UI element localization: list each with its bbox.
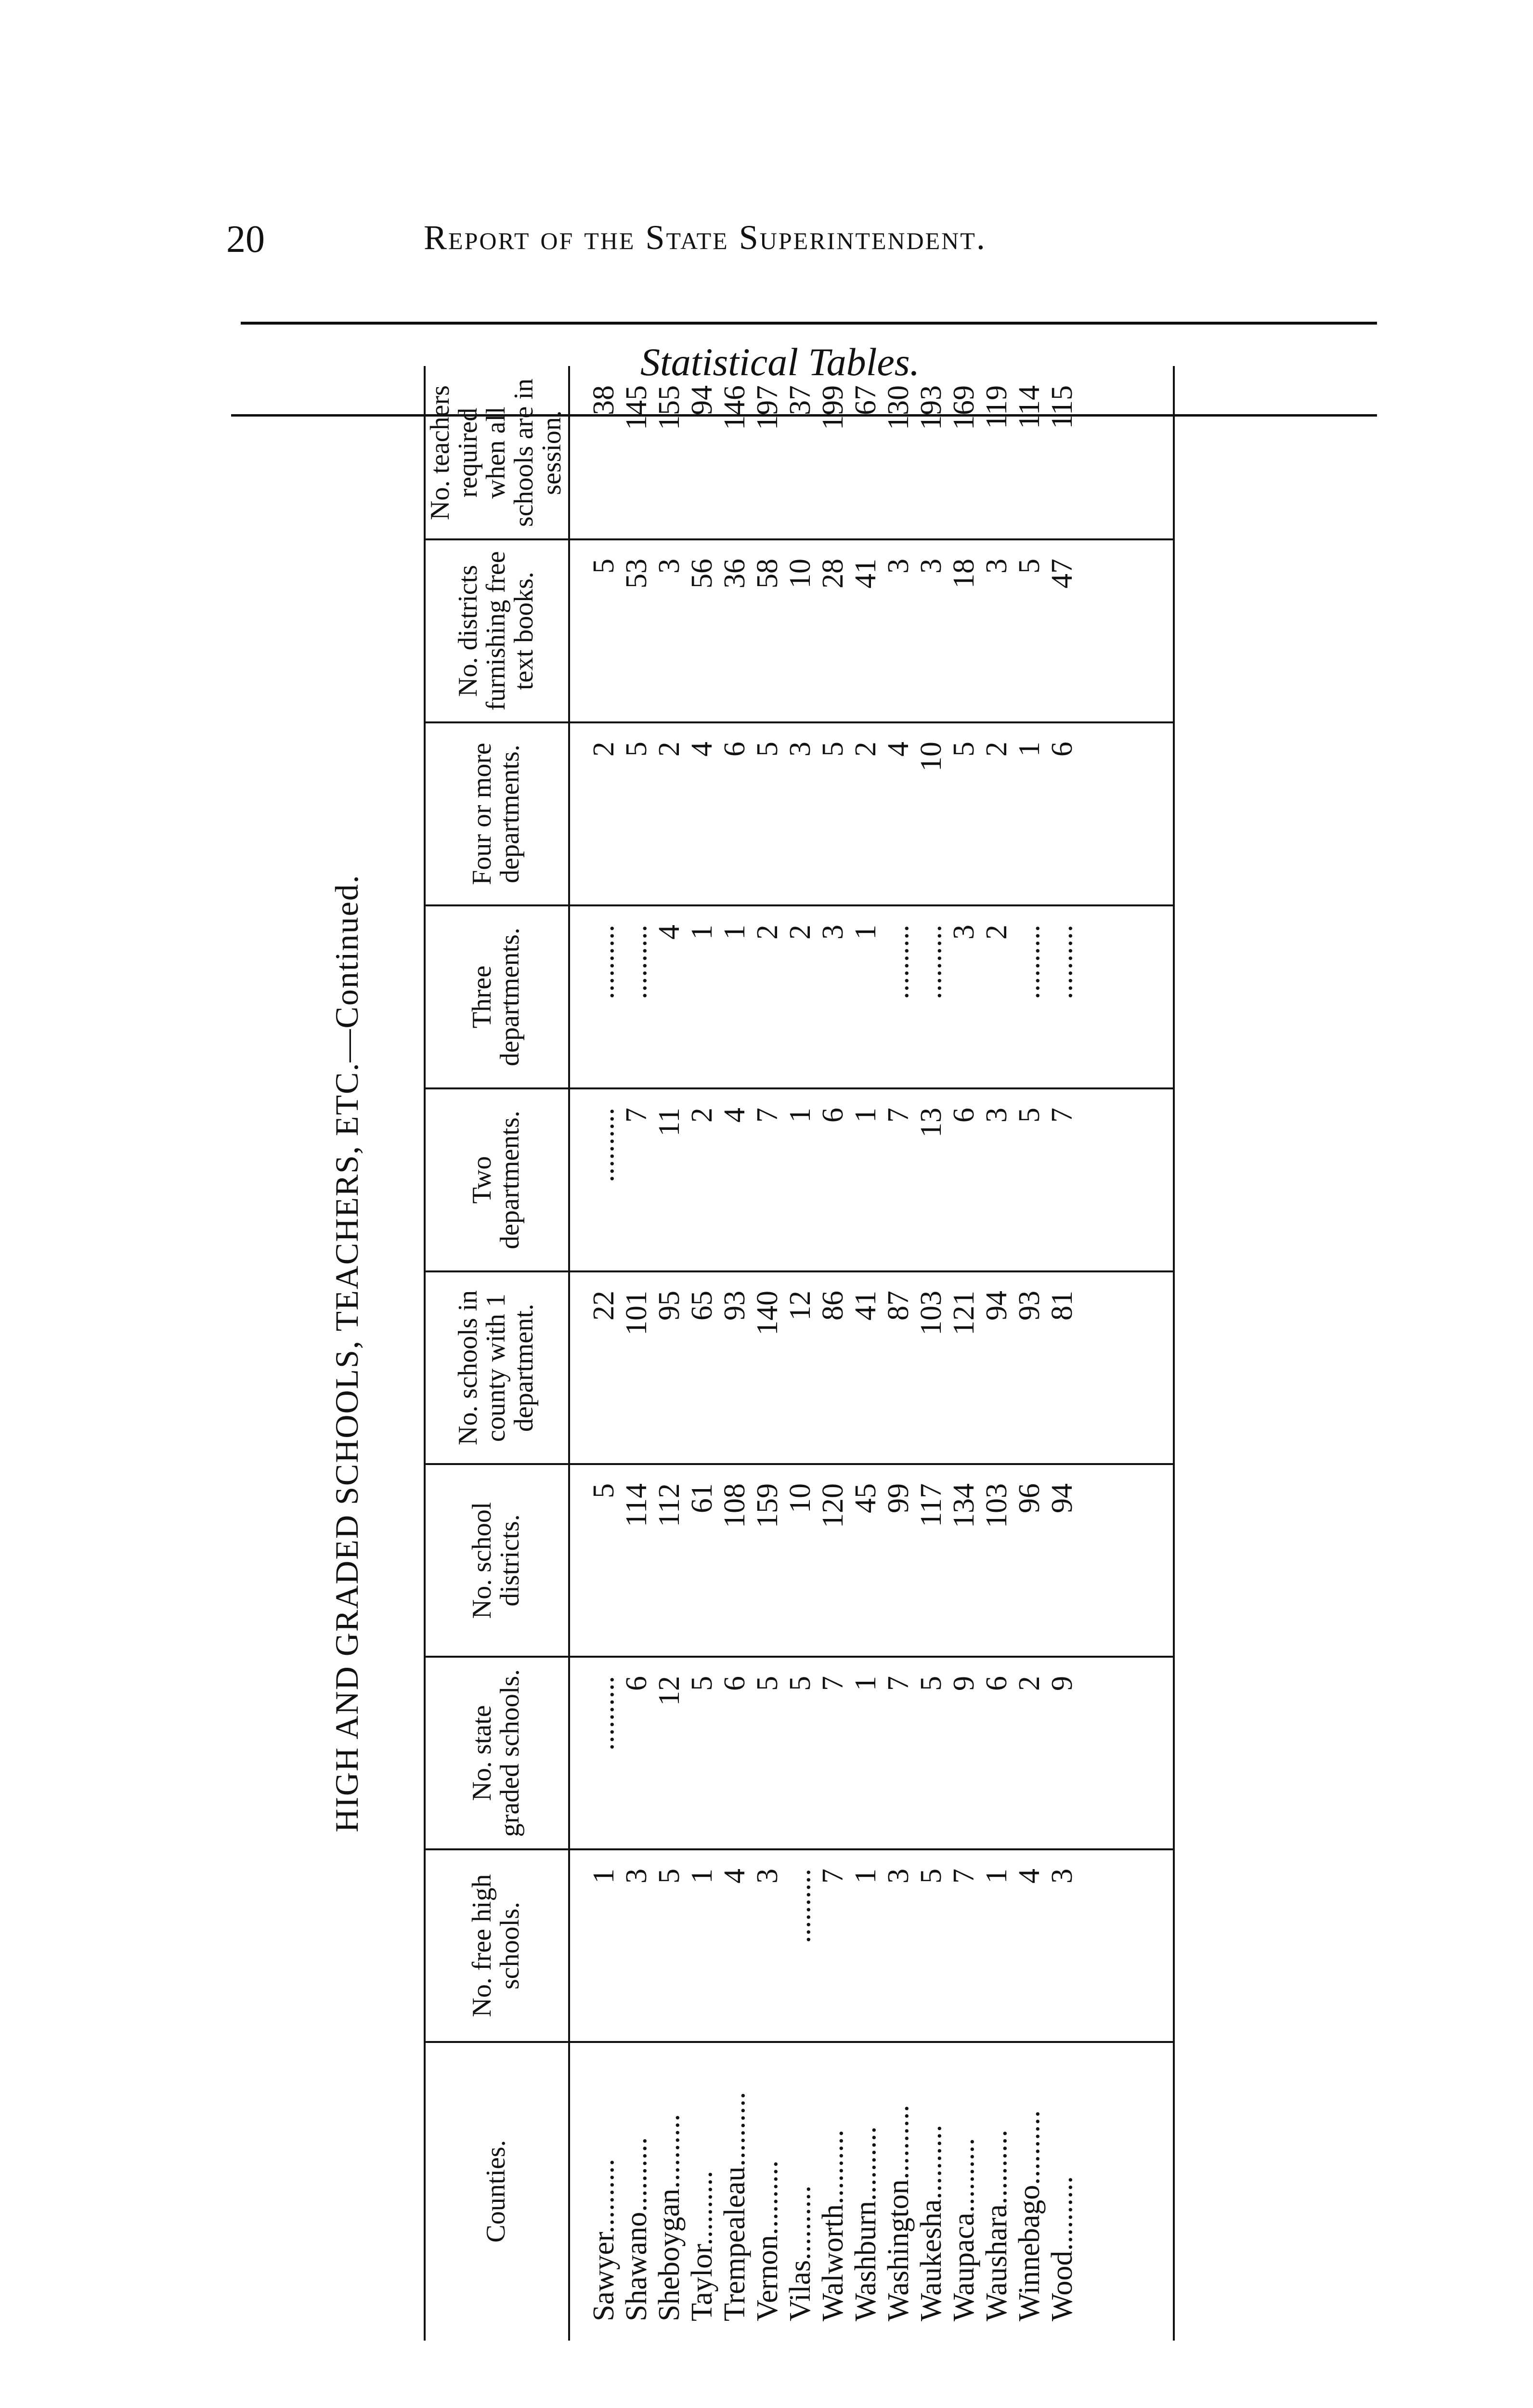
column-body	[587, 1271, 1078, 1464]
table-cell: 86	[817, 1291, 849, 1321]
table-cell: 3	[751, 1869, 784, 1884]
table-cell: 10	[915, 742, 948, 772]
county-name-cell: Taylor..........	[686, 2171, 718, 2321]
county-name-cell: Trempealeau..........	[718, 2092, 751, 2321]
column-body	[587, 1464, 1078, 1657]
running-header: Report of the State Superintendent.	[424, 218, 987, 257]
section-title: Statistical Tables.	[640, 340, 920, 384]
table-cell: 146	[718, 385, 751, 430]
table-cell: 7	[751, 1108, 784, 1123]
table-cell: 130	[882, 385, 915, 430]
table-cell: 1	[784, 1108, 817, 1123]
table-cell: 103	[980, 1483, 1013, 1528]
table-cell: 18	[948, 559, 980, 589]
table-cell: 2	[653, 742, 686, 757]
table-cell: 4	[718, 1869, 751, 1884]
column-header: Two departments.	[467, 1111, 525, 1249]
table-cell: 1	[849, 1676, 882, 1691]
table-column	[424, 722, 1175, 905]
table-cell: 4	[718, 1108, 751, 1123]
table-cell: 1	[980, 1869, 1013, 1884]
county-name-cell: Sawyer..........	[587, 2159, 620, 2321]
table-cell: 1	[686, 1869, 718, 1884]
table-cell: 5	[817, 742, 849, 757]
table-cell: 199	[817, 385, 849, 430]
table-cell: 2	[980, 742, 1013, 757]
table-cell: 36	[718, 559, 751, 589]
table-cell: 7	[882, 1676, 915, 1691]
table-cell: 12	[653, 1676, 686, 1706]
table-cell: 5	[915, 1676, 948, 1691]
table-cell: 120	[817, 1483, 849, 1528]
rotated-table	[308, 366, 1175, 2341]
table-cell: 169	[948, 385, 980, 430]
table-cell: 117	[915, 1483, 948, 1527]
table-cell: 5	[784, 1676, 817, 1691]
table-cell: ..........	[1013, 925, 1046, 999]
table-cell: 197	[751, 385, 784, 430]
table-cell: 12	[784, 1291, 817, 1321]
county-name-cell: Winnebago..........	[1013, 2110, 1046, 2321]
table-cell: 1	[849, 925, 882, 940]
table-cell: 47	[1046, 559, 1078, 589]
table-cell: 3	[948, 925, 980, 940]
table-cell: 5	[1013, 559, 1046, 574]
column-body	[587, 1849, 1078, 2042]
county-name-cell: Waukesha..........	[915, 2124, 948, 2321]
column-header: No. teachers required when all schools are in session.	[425, 379, 567, 527]
table-cell: ..........	[1046, 925, 1078, 999]
county-name-cell: Waupaca..........	[948, 2138, 980, 2321]
table-cell: 6	[718, 742, 751, 757]
table-column	[424, 1849, 1175, 2042]
table-cell: 145	[620, 385, 653, 430]
table-cell: 81	[1046, 1291, 1078, 1321]
column-body	[587, 2042, 1078, 2341]
table-cell: 4	[653, 925, 686, 940]
table-cell: 1	[849, 1108, 882, 1123]
table-column	[424, 1464, 1175, 1657]
table-cell: ..........	[587, 1676, 620, 1751]
table-cell: 3	[620, 1869, 653, 1884]
table-cell: 6	[980, 1676, 1013, 1691]
table-cell: 6	[817, 1108, 849, 1123]
table-cell: 94	[686, 385, 718, 415]
table-cell: 3	[980, 1108, 1013, 1123]
table-cell: 112	[653, 1483, 686, 1527]
table-cell: 5	[948, 742, 980, 757]
table-cell: 1	[849, 1869, 882, 1884]
table-cell: 38	[587, 385, 620, 415]
table-cell: 53	[620, 559, 653, 589]
table-cell: 103	[915, 1291, 948, 1335]
table-cell: 9	[1046, 1676, 1078, 1691]
table-cell: 3	[1046, 1869, 1078, 1884]
table-cell: 3	[882, 1869, 915, 1884]
county-name-cell: Washburn..........	[849, 2126, 882, 2321]
table-cell: 99	[882, 1483, 915, 1513]
county-name-cell: Sheboygan..........	[653, 2114, 686, 2321]
table-cell: 193	[915, 385, 948, 430]
table-cell: 1	[1013, 742, 1046, 757]
table-cell: 94	[1046, 1483, 1078, 1513]
table-cell: 11	[653, 1108, 686, 1137]
table-cell: 5	[751, 742, 784, 757]
table-cell: 2	[849, 742, 882, 757]
table-cell: ..........	[882, 925, 915, 999]
table-cell: 3	[784, 742, 817, 757]
county-name-cell: Waushara..........	[980, 2130, 1013, 2321]
table-cell: 45	[849, 1483, 882, 1513]
table-cell: 2	[1013, 1676, 1046, 1691]
table-cell: 6	[718, 1676, 751, 1691]
table-cell: 108	[718, 1483, 751, 1528]
table-cell: 114	[1013, 385, 1046, 429]
column-header: No. school districts.	[467, 1502, 525, 1619]
table-cell: 6	[620, 1676, 653, 1691]
table-column	[424, 905, 1175, 1088]
table-cell: 61	[686, 1483, 718, 1513]
table-cell: 3	[817, 925, 849, 940]
table-cell: 121	[948, 1291, 980, 1335]
table-column	[424, 1271, 1175, 1464]
table-cell: 4	[882, 742, 915, 757]
table-cell: 7	[882, 1108, 915, 1123]
table-cell: 119	[980, 385, 1013, 429]
table-cell: 3	[653, 559, 686, 574]
county-name-cell: Walworth..........	[817, 2130, 849, 2321]
table-cell: 5	[587, 559, 620, 574]
table-cell: 7	[817, 1676, 849, 1691]
table-cell: 2	[980, 925, 1013, 940]
table-column	[424, 1088, 1175, 1271]
statistics-table	[424, 366, 1175, 2341]
table-cell: 5	[915, 1869, 948, 1884]
table-cell: 87	[882, 1291, 915, 1321]
table-cell: 41	[849, 559, 882, 589]
table-cell: 134	[948, 1483, 980, 1528]
column-header: No. schools in county with 1 department.	[453, 1290, 539, 1445]
table-cell: 4	[1013, 1869, 1046, 1884]
table-cell: 56	[686, 559, 718, 589]
table-cell: 3	[980, 559, 1013, 574]
table-cell: 2	[751, 925, 784, 940]
table-cell: 41	[849, 1291, 882, 1321]
county-name-cell: Shawano..........	[620, 2137, 653, 2321]
table-cell: 3	[882, 559, 915, 574]
table-cell: 101	[620, 1291, 653, 1335]
table-cell: 2	[686, 1108, 718, 1123]
county-name-cell: Vernon..........	[751, 2160, 784, 2321]
table-title: HIGH AND GRADED SCHOOLS, TEACHERS, ETC.—Continued.	[328, 874, 365, 1832]
table-cell: 3	[915, 559, 948, 574]
table-cell: ..........	[587, 1108, 620, 1182]
table-column	[424, 1657, 1175, 1849]
table-cell: 7	[948, 1869, 980, 1884]
table-cell: 93	[1013, 1291, 1046, 1321]
table-cell: 5	[751, 1676, 784, 1691]
table-cell: 4	[686, 742, 718, 757]
column-header: Four or more departments.	[467, 743, 525, 885]
table-cell: 140	[751, 1291, 784, 1335]
table-cell: 67	[849, 385, 882, 415]
table-cell: 5	[653, 1869, 686, 1884]
column-header: Three departments.	[467, 928, 525, 1066]
table-cell: 10	[784, 1483, 817, 1513]
table-cell: 1	[587, 1869, 620, 1884]
table-cell: 96	[1013, 1483, 1046, 1513]
table-cell: 13	[915, 1108, 948, 1138]
table-cell: 1	[718, 925, 751, 940]
column-header: Counties.	[481, 2140, 511, 2243]
table-cell: 155	[653, 385, 686, 430]
table-column	[424, 366, 1175, 539]
table-cell: 28	[817, 559, 849, 589]
table-cell: 2	[784, 925, 817, 940]
table-cell: 93	[718, 1291, 751, 1321]
county-name-cell: Wood..........	[1046, 2176, 1078, 2321]
column-header: No. free high schools.	[467, 1874, 525, 2017]
table-cell: 5	[587, 1483, 620, 1498]
table-cell: ..........	[915, 925, 948, 999]
table-cell: ..........	[620, 925, 653, 999]
table-cell: 94	[980, 1291, 1013, 1321]
county-name-cell: Vilas..........	[784, 2185, 817, 2321]
table-cell: ..........	[784, 1869, 817, 1943]
table-cell: 7	[1046, 1108, 1078, 1123]
table-cell: 159	[751, 1483, 784, 1528]
column-body	[587, 722, 1078, 905]
table-cell: 114	[620, 1483, 653, 1527]
table-cell: 1	[686, 925, 718, 940]
table-cell: 5	[1013, 1108, 1046, 1123]
column-header: No. districts furnishing free text books.	[453, 551, 539, 711]
header-rule	[241, 322, 1377, 325]
table-cell: 22	[587, 1291, 620, 1321]
table-cell: 9	[948, 1676, 980, 1691]
table-cell: 5	[686, 1676, 718, 1691]
table-cell: 95	[653, 1291, 686, 1321]
column-body	[587, 905, 1078, 1088]
page-number: 20	[226, 218, 265, 261]
column-body	[587, 366, 1078, 539]
table-cell: 37	[784, 385, 817, 415]
table-cell: 58	[751, 559, 784, 589]
column-body	[587, 539, 1078, 722]
table-cell: 115	[1046, 385, 1078, 429]
county-name-cell: Washington..........	[882, 2105, 915, 2321]
table-cell: 7	[620, 1108, 653, 1123]
column-body	[587, 1657, 1078, 1849]
table-cell: 7	[817, 1869, 849, 1884]
table-column	[424, 539, 1175, 722]
table-column	[424, 2042, 1175, 2341]
table-cell: 6	[1046, 742, 1078, 757]
table-cell: 5	[620, 742, 653, 757]
column-header: No. state graded schools.	[467, 1669, 525, 1837]
column-body	[587, 1088, 1078, 1271]
table-cell: 65	[686, 1291, 718, 1321]
table-cell: ..........	[587, 925, 620, 999]
table-cell: 10	[784, 559, 817, 589]
table-cell: 6	[948, 1108, 980, 1123]
table-cell: 2	[587, 742, 620, 757]
